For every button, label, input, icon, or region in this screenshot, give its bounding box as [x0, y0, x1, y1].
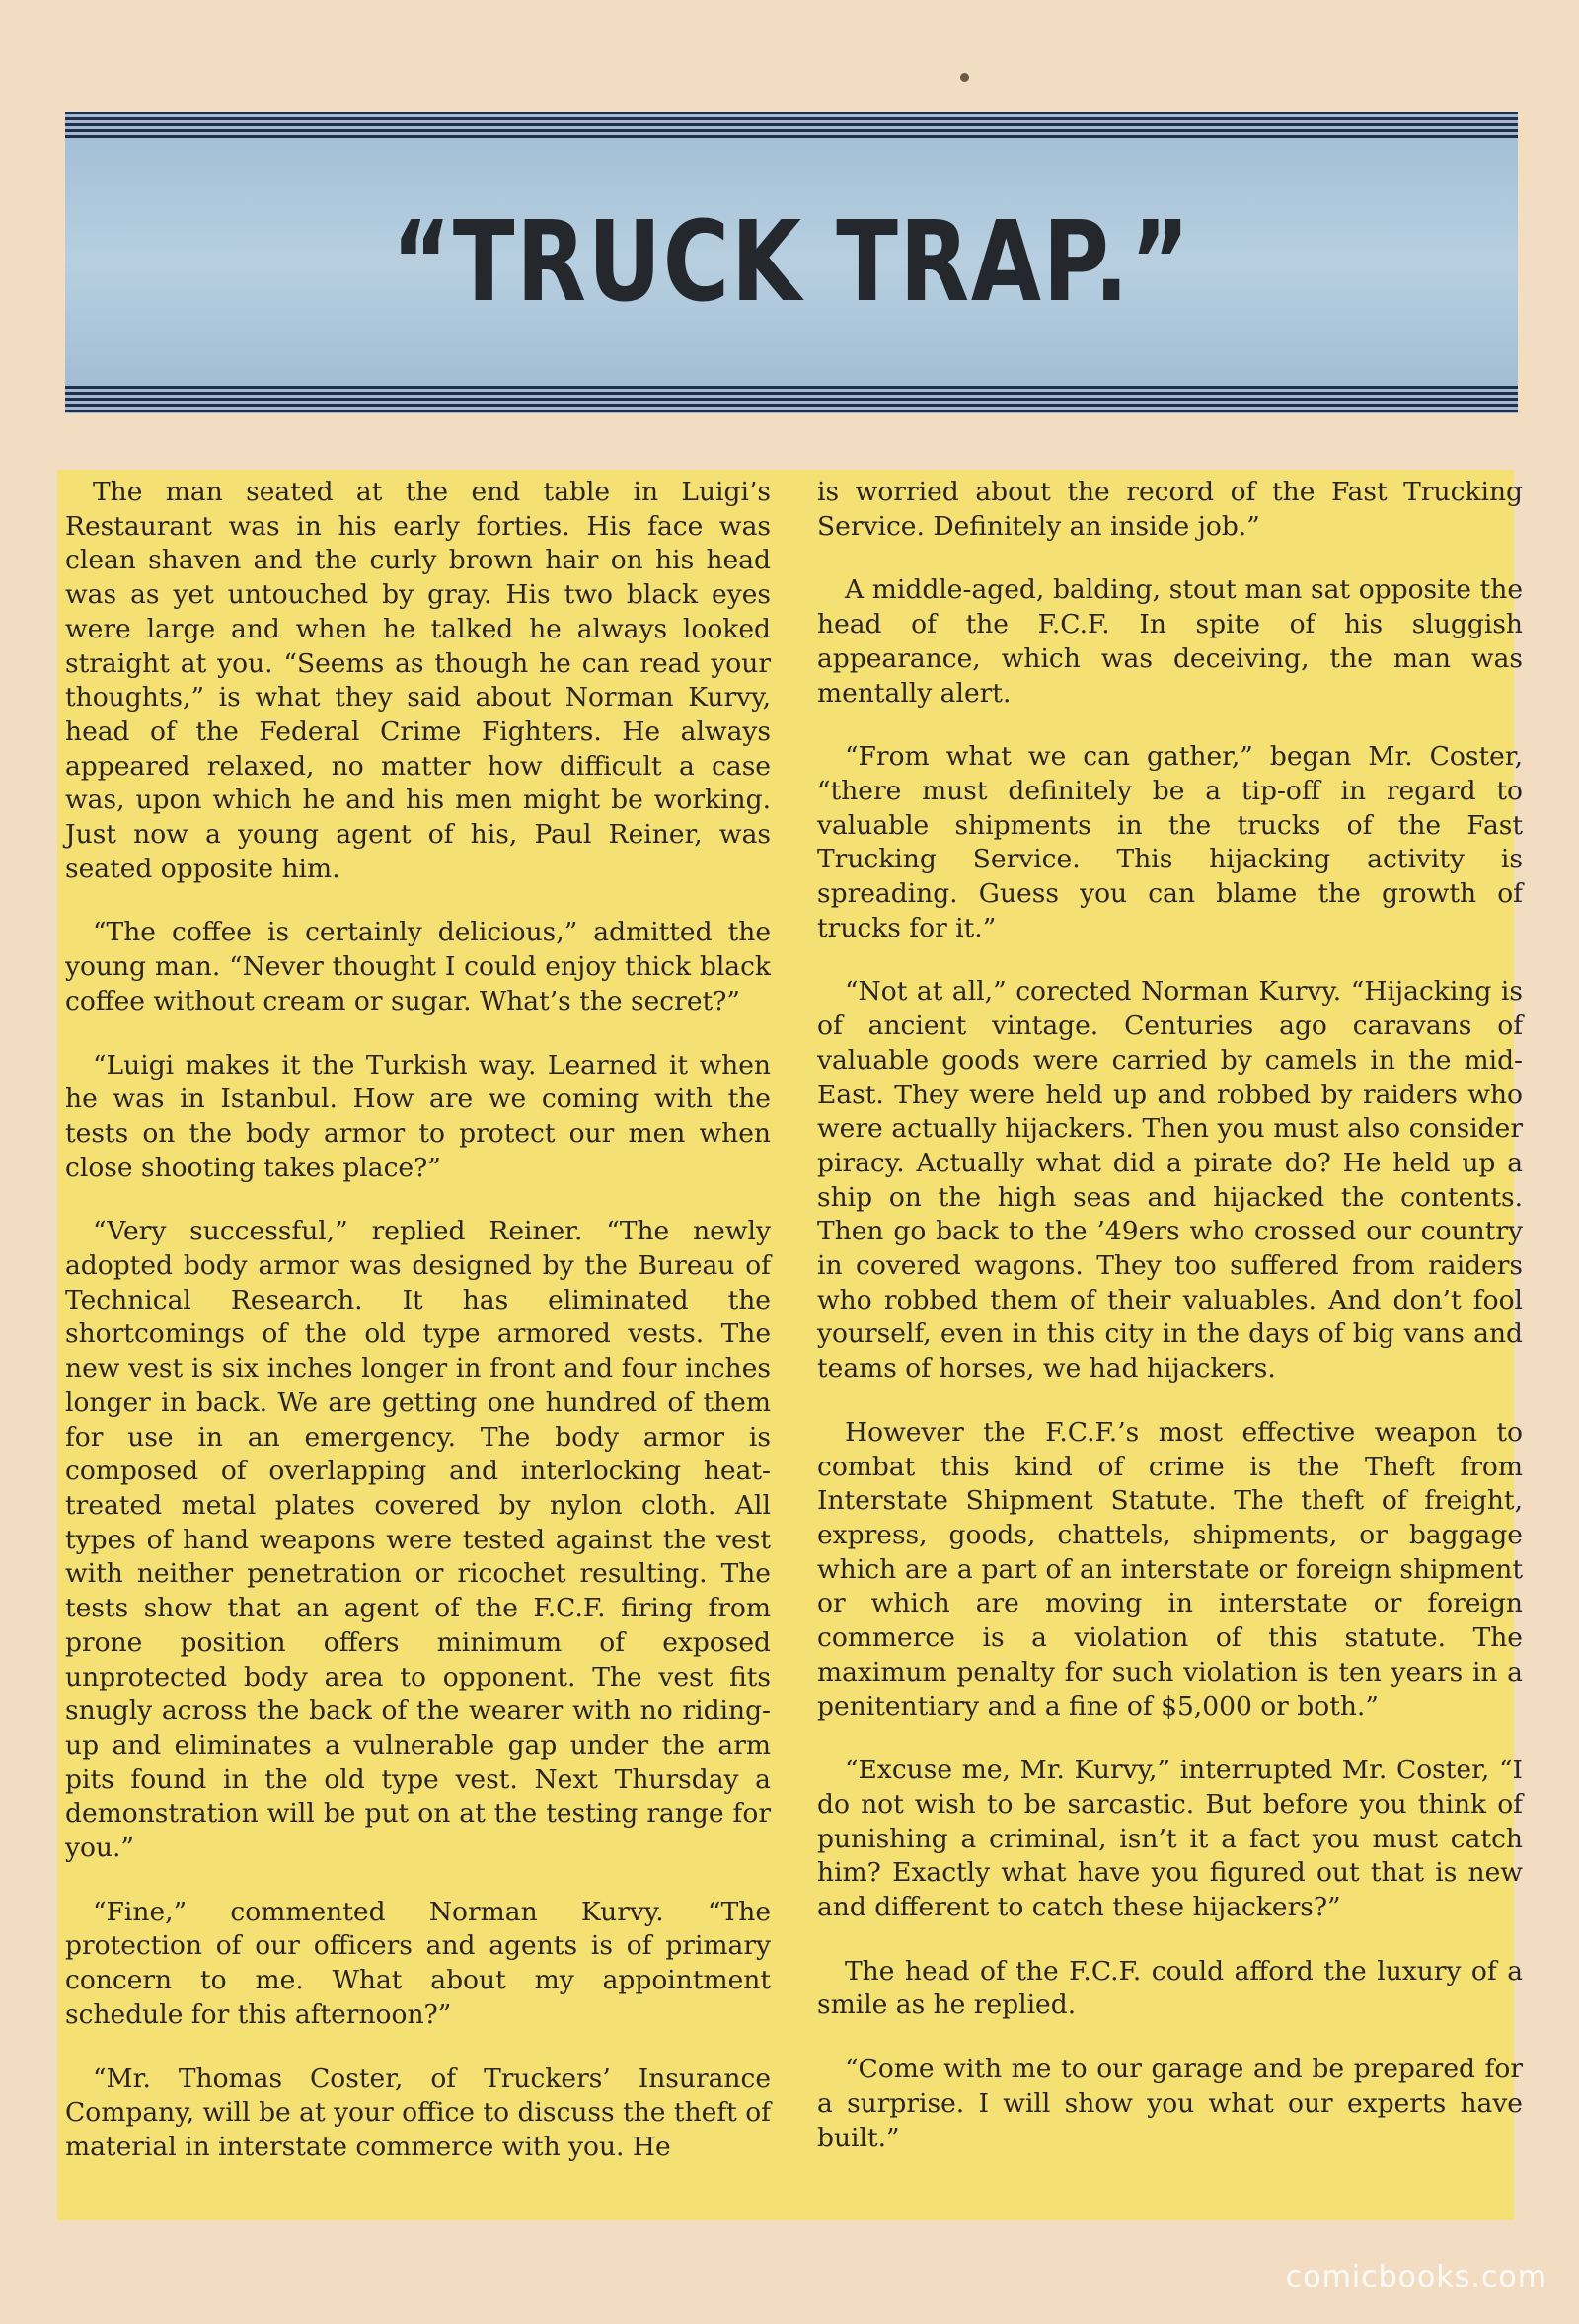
title-banner [65, 112, 1518, 413]
story-text-body [57, 470, 1523, 2220]
paragraph: “Fine,” commented Norman Kurvy. “The protection of our officers and agents is of primary concern to me. What about my appointment schedule for this afternoon?” [65, 1896, 771, 2030]
paragraph: is worried about the record of the Fast Trucking Service. Definitely an inside job.” [817, 477, 1523, 542]
paragraph: “Excuse me, Mr. Kurvy,” interrupted Mr. Coster, “I do not wish to be sarcastic. But before you think of punishing a criminal, isn’t it a fact you must catch him? Exactly what have you figured out that is new and different to catch these hijackers?” [817, 1755, 1523, 1923]
paragraph: The head of the F.C.F. could afford the luxury of a smile as he replied. [817, 1955, 1523, 2021]
ink-speck [960, 73, 969, 82]
paragraph: “Very successful,” replied Reiner. “The newly adopted body armor was designed by the Bureau of Technical Research. It has eliminated the shortcomings of the old type armored vests. The new vest is six inches longer in front and four inches longer in back. We are getting one hundred of them for use in an emergency. The body armor is composed of overlapping and interlocking heat-treated metal plates covered by nylon cloth. All types of hand weapons were tested against the vest with neither penetration or ricochet resulting. The tests show that an agent of the F.C.F. firing from prone position offers minimum of exposed unprotected body area to opponent. The vest fits snugly across the back of the wearer with no riding-up and eliminates a vulnerable gap under the arm pits found in the old type vest. Next Thursday a demonstration will be put on at the testing range for you.” [65, 1216, 771, 1864]
paragraph: The man seated at the end table in Luigi’s Restaurant was in his early forties. His face was clean shaven and the curly brown hair on his head was as yet untouched by gray. His two black eyes were large and when he talked he always looked straight at you. “Seems as though he can read your thoughts,” is what they said about Norman Kurvy, head of the Federal Crime Fighters. He always appeared relaxed, no matter how difficult a case was, upon which he and his men might be working. Just now a young agent of his, Paul Reiner, was seated opposite him. [65, 477, 771, 884]
paragraph: “From what we can gather,” began Mr. Coster, “there must definitely be a tip-off in regard to valuable shipments in the trucks of the Fast Trucking Service. This hijacking activity is spreading. Guess you can blame the growth of trucks for it.” [817, 741, 1523, 943]
left-column [65, 476, 771, 2195]
banner-panel [65, 139, 1518, 386]
paragraph: However the F.C.F.’s most effective weapon to combat this kind of crime is the Theft from Interstate Shipment Statute. The theft of freight, express, goods, chattels, shipments, or baggage which are a part of an interstate or foreign shipment or which are moving in interstate or foreign commerce is a violation of this statute. The maximum penalty for such violation is ten years in a penitentiary and a fine of $5,000 or both.” [817, 1416, 1523, 1722]
right-column [817, 476, 1523, 2185]
banner-stripes-bottom [65, 386, 1518, 413]
banner-stripes-top [65, 112, 1518, 139]
paragraph: “Not at all,” corected Norman Kurvy. “Hijacking is of ancient vintage. Centuries ago caravans of valuable goods were carried by camels in the mid-East. They were held up and robbed by raiders who were actually hijackers. Then you must also consider piracy. Actually what did a pirate do? He held up a ship on the high seas and hijacked the contents. Then go back to the ’49ers who crossed our country in covered wagons. They too suffered from raiders who robbed them of their valuables. And don’t fool yourself, even in this city in the days of big vans and teams of horses, we had hijackers. [817, 976, 1523, 1385]
watermark: comicbooks.com [1285, 2260, 1547, 2294]
story-title: “TRUCK TRAP.” [391, 198, 1192, 327]
paragraph: “The coffee is certainly delicious,” admitted the young man. “Never thought I could enjoy thick black coffee without cream or sugar. What’s the secret?” [65, 917, 771, 1016]
paragraph: “Mr. Thomas Coster, of Truckers’ Insurance Company, will be at your office to discuss the theft of material in interstate commerce with you. He [65, 2062, 771, 2162]
paragraph: “Luigi makes it the Turkish way. Learned it when he was in Istanbul. How are we coming with the tests on the body armor to protect our men when close shooting takes place?” [65, 1049, 771, 1183]
paragraph: “Come with me to our garage and be prepared for a surprise. I will show you what our experts have built.” [817, 2054, 1523, 2153]
paragraph: A middle-aged, balding, stout man sat opposite the head of the F.C.F. In spite of his sluggish appearance, which was deceiving, the man was mentally alert. [817, 574, 1523, 709]
